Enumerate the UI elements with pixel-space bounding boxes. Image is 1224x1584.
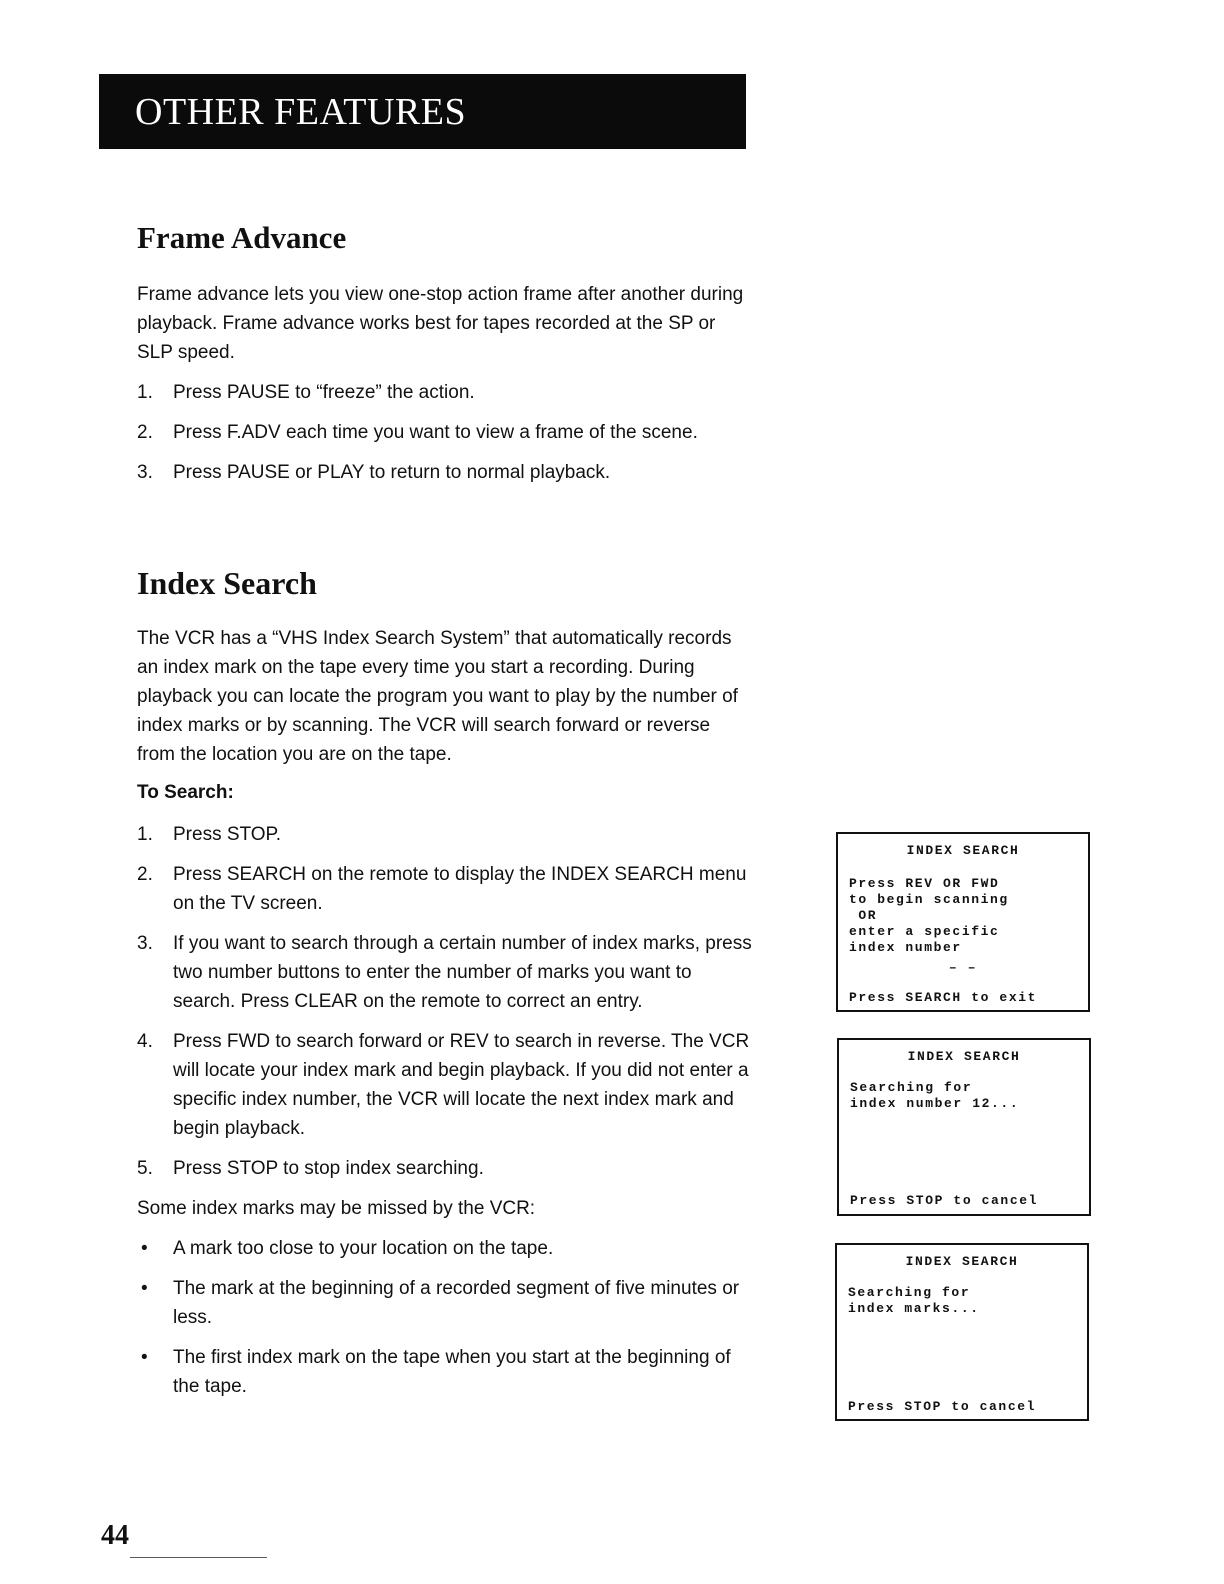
screen-line: enter a specific (849, 924, 1000, 939)
frame-advance-intro: Frame advance lets you view one-stop action frame after another during playback. Frame advance works best for tapes recorded at the SP or SLP speed. (137, 284, 744, 363)
screen-line: index number 12... (850, 1096, 1020, 1111)
index-search-step: 2. Press SEARCH on the remote to display the INDEX SEARCH menu on the TV screen. (137, 864, 747, 914)
screen-footer: Press STOP to cancel (850, 1193, 1039, 1208)
index-search-step: 5. Press STOP to stop index searching. (137, 1158, 484, 1179)
index-search-section (137, 564, 752, 1401)
missed-mark-item: • The mark at the beginning of a recorded segment of five minutes or less. (141, 1278, 740, 1328)
missed-mark-item: • A mark too close to your location on the tape. (141, 1238, 554, 1259)
screen-footer: Press STOP to cancel (848, 1399, 1037, 1414)
section-title: OTHER FEATURES (135, 91, 467, 133)
screen-title: INDEX SEARCH (905, 1254, 1019, 1269)
screen-line: Press REV OR FWD (849, 876, 1000, 891)
index-search-heading: Index Search (137, 565, 317, 601)
screen-line: Searching for (848, 1285, 971, 1300)
missed-mark-item: • The first index mark on the tape when you start at the beginning of the tape. (141, 1347, 731, 1397)
screen-title: INDEX SEARCH (906, 843, 1020, 858)
screen-title: INDEX SEARCH (907, 1049, 1021, 1064)
index-search-screen-marks (835, 1243, 1089, 1421)
screen-footer: Press SEARCH to exit (849, 990, 1038, 1005)
screen-line: index marks... (848, 1301, 980, 1316)
index-search-step: 1. Press STOP. (137, 824, 282, 845)
frame-advance-steps (137, 378, 752, 487)
index-search-steps (137, 820, 752, 1183)
frame-advance-section (137, 220, 752, 487)
index-number-entry: – – (948, 960, 978, 975)
missed-marks-list (137, 1234, 752, 1401)
to-search-subheading: To Search: (137, 782, 234, 803)
section-banner (99, 74, 746, 149)
frame-advance-heading: Frame Advance (137, 220, 347, 255)
index-search-step: 3. If you want to search through a certain number of index marks, press two number buttons to enter the number of marks you want to search. Press CLEAR on the remote to correct an entry. (137, 933, 752, 1012)
screen-line: to begin scanning (849, 892, 1009, 907)
screen-line: index number (849, 940, 962, 955)
page-number: 44 (101, 1520, 129, 1551)
frame-advance-step: 2. Press F.ADV each time you want to view a frame of the scene. (137, 422, 698, 443)
index-search-screen-menu (836, 832, 1090, 1012)
frame-advance-step: 1. Press PAUSE to “freeze” the action. (137, 382, 475, 403)
screen-line: OR (849, 908, 878, 923)
index-search-screen-number (837, 1038, 1091, 1216)
screen-line: Searching for (850, 1080, 973, 1095)
missed-marks-intro: Some index marks may be missed by the VCR: (137, 1198, 536, 1219)
index-search-intro: The VCR has a “VHS Index Search System” that automatically records an index mark on the tape every time you start a recording. During playback you can locate the program you want to play by the number of index marks or by scanning. The VCR will search forward or reverse from the location you are on the tape. (137, 628, 738, 765)
index-search-step: 4. Press FWD to search forward or REV to search in reverse. The VCR will locate your index mark and begin playback. If you did not enter a specific index number, the VCR will locate the next index mark and begin playback. (137, 1031, 750, 1139)
frame-advance-step: 3. Press PAUSE or PLAY to return to normal playback. (137, 462, 611, 483)
page-rule (130, 1557, 267, 1558)
